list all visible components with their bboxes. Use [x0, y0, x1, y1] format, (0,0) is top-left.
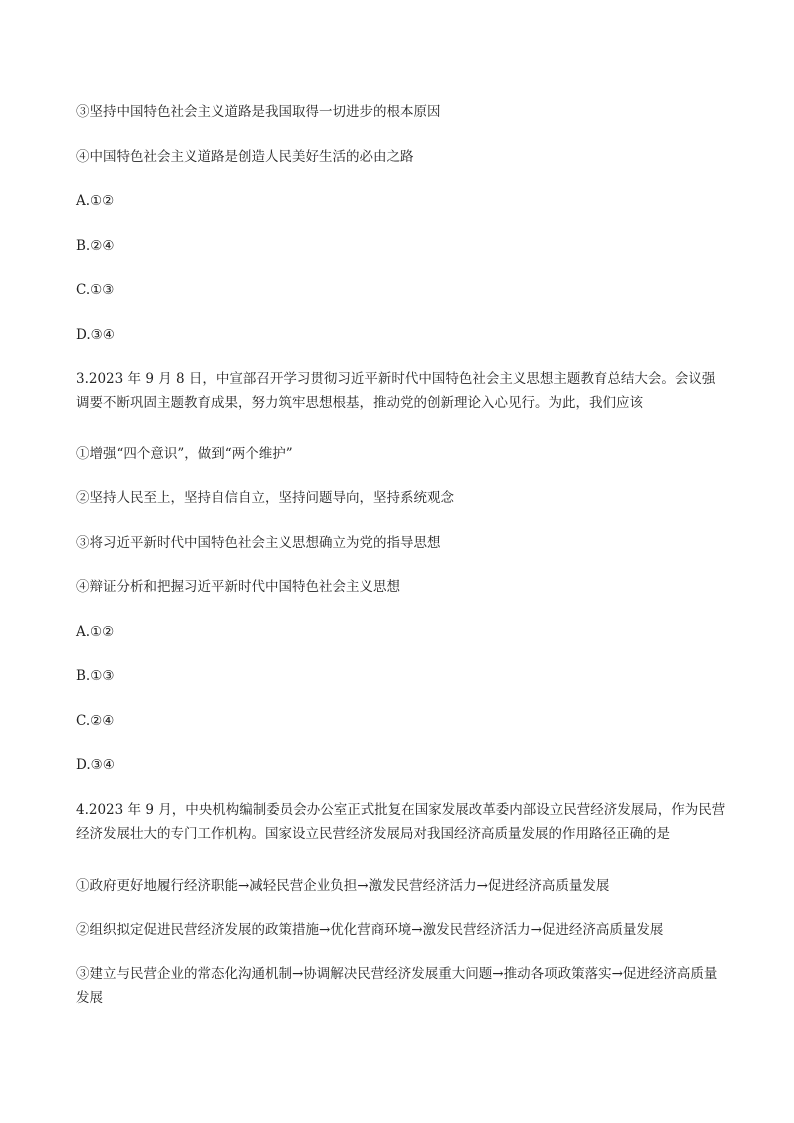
q3-choice-a: A.①② [76, 624, 115, 640]
q4-statement-2: ②组织拟定促进民营经济发展的政策措施→优化营商环境→激发民营经济活力→促进经济高质量发展 [76, 922, 664, 938]
option-statement-4: ④中国特色社会主义道路是创造人民美好生活的必由之路 [76, 149, 414, 165]
choice-c: C.①③ [76, 282, 115, 298]
choice-b: B.②④ [76, 238, 115, 254]
option-statement-3: ③坚持中国特色社会主义道路是我国取得一切进步的根本原因 [76, 104, 441, 120]
q3-statement-4: ④辩证分析和把握习近平新时代中国特色社会主义思想 [76, 579, 400, 595]
q4-statement-1: ①政府更好地履行经济职能→减轻民营企业负担→激发民营经济活力→促进经济高质量发展 [76, 878, 610, 894]
question-4-stem: 4.2023 年 9 月，中央机构编制委员会办公室正式批复在国家发展改革委内部设立民营经济发展局，作为民营经济发展壮大的专门工作机构。国家设立民营经济发展局对我国经济高质量发展的作用路径正确的是 [76, 802, 726, 842]
question-3-stem: 3.2023 年 9 月 8 日，中宣部召开学习贯彻习近平新时代中国特色社会主义思想主题教育总结大会。会议强调要不断巩固主题教育成果，努力筑牢思想根基，推动党的创新理论入心见行。为此，我们应该 [76, 371, 716, 411]
choice-d: D.③④ [76, 327, 115, 343]
q3-statement-2: ②坚持人民至上，坚持自信自立，坚持问题导向，坚持系统观念 [76, 490, 454, 506]
choice-a: A.①② [76, 193, 115, 209]
q3-choice-b: B.①③ [76, 668, 115, 684]
q3-statement-1: ①增强“四个意识”，做到“两个维护” [76, 446, 293, 462]
q3-choice-d: D.③④ [76, 757, 115, 773]
q4-statement-3: ③建立与民营企业的常态化沟通机制→协调解决民营经济发展重大问题→推动各项政策落实→促进经济高质量发展 [76, 966, 718, 1006]
q3-choice-c: C.②④ [76, 713, 115, 729]
q3-statement-3: ③将习近平新时代中国特色社会主义思想确立为党的指导思想 [76, 535, 441, 551]
